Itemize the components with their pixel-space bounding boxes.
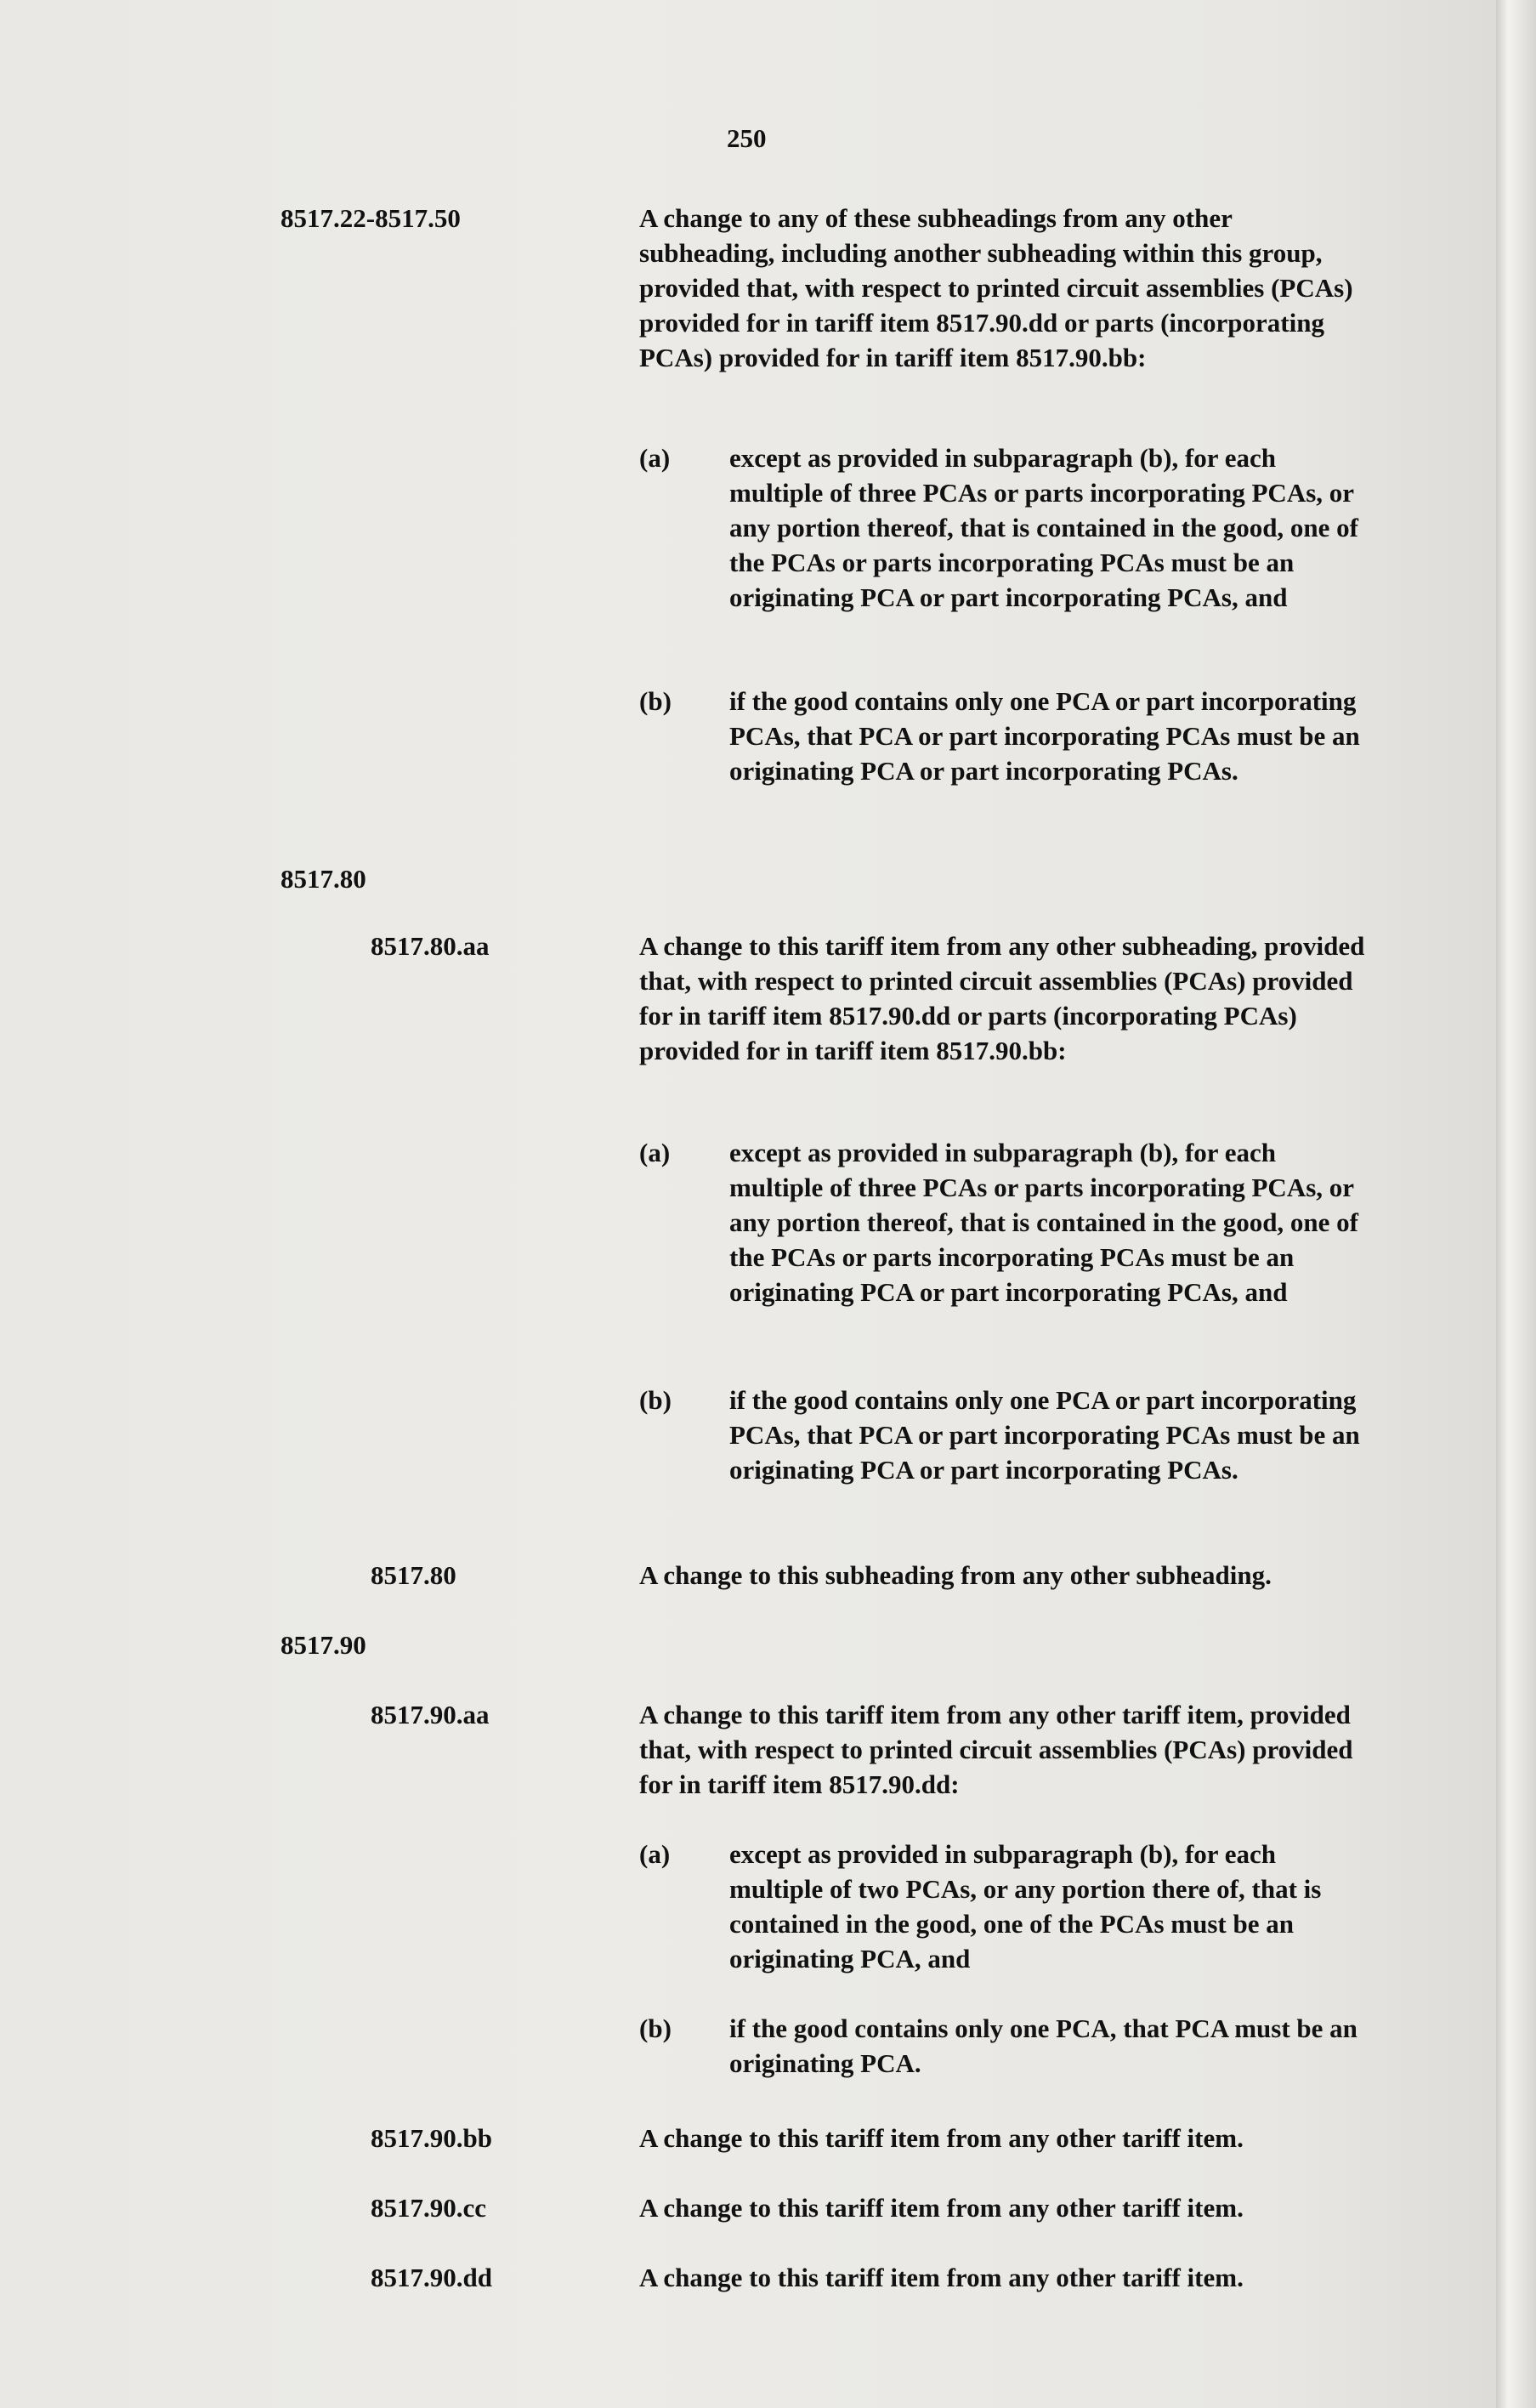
tariff-item-code: 8517.90.dd (371, 2263, 492, 2292)
item-text: if the good contains only one PCA, that PCA must be an originating PCA. (729, 2013, 1357, 2078)
tariff-item-code: 8517.90.cc (371, 2193, 487, 2223)
rule-text: A change to this tariff item from any other subheading, provided that, with respect to printed circuit assemblies (PCAs) provided for in tariff item 8517.90.dd or parts (incorporating PCAs) provided for in tariff item 8517.90.bb: (639, 931, 1365, 1065)
item-text: if the good contains only one PCA or part incorporating PCAs, that PCA or part incorporating PCAs must be an originating PCA or part incorporating PCAs. (729, 1385, 1360, 1485)
item-text: if the good contains only one PCA or part incorporating PCAs, that PCA or part incorporating PCAs must be an originating PCA or part incorporating PCAs. (729, 686, 1360, 786)
subheading-code: 8517.80 (371, 1560, 456, 1590)
rule-text: A change to this tariff item from any other tariff item, provided that, with respect to printed circuit assemblies (PCAs) provided for in tariff item 8517.90.dd: (639, 1700, 1353, 1799)
rule-text: A change to this tariff item from any other tariff item. (639, 2123, 1244, 2153)
tariff-item-code: 8517.90.aa (371, 1700, 490, 1729)
tariff-item-code: 8517.80.aa (371, 931, 490, 961)
rule-text: A change to this subheading from any other subheading. (639, 1560, 1272, 1590)
item-label: (b) (639, 686, 672, 716)
rule-text: A change to any of these subheadings from any other subheading, including another subheading within this group, provided that, with respect to printed circuit assemblies (PCAs) provided for in tariff item 8517.90.dd or parts (incorporating PCAs) provided for in tariff item 8517.90.bb: (639, 203, 1353, 372)
item-text: except as provided in subparagraph (b), for each multiple of three PCAs or parts incorporating PCAs, or any portion thereof, that is contained in the good, one of the PCAs or parts incorporating PCAs must be an originating PCA or part incorporating PCAs, and (729, 443, 1359, 612)
heading-code: 8517.80 (281, 864, 366, 894)
page-edge (1496, 0, 1536, 2408)
item-text: except as provided in subparagraph (b), for each multiple of two PCAs, or any portion there of, that is contained in the good, one of the PCAs must be an originating PCA, and (729, 1839, 1322, 1974)
tariff-item-code: 8517.90.bb (371, 2123, 492, 2153)
item-label: (b) (639, 2013, 672, 2043)
item-label: (b) (639, 1385, 672, 1415)
heading-code: 8517.90 (281, 1630, 366, 1660)
rule-text: A change to this tariff item from any other tariff item. (639, 2263, 1244, 2292)
item-text: except as provided in subparagraph (b), for each multiple of three PCAs or parts incorporating PCAs, or any portion thereof, that is contained in the good, one of the PCAs or parts incorporating PCAs must be an originating PCA or part incorporating PCAs, and (729, 1138, 1359, 1307)
item-label: (a) (639, 1839, 671, 1869)
rule-text: A change to this tariff item from any other tariff item. (639, 2193, 1244, 2223)
page-number: 250 (727, 123, 767, 153)
item-label: (a) (639, 443, 671, 473)
heading-code: 8517.22-8517.50 (281, 203, 461, 233)
item-label: (a) (639, 1138, 671, 1167)
